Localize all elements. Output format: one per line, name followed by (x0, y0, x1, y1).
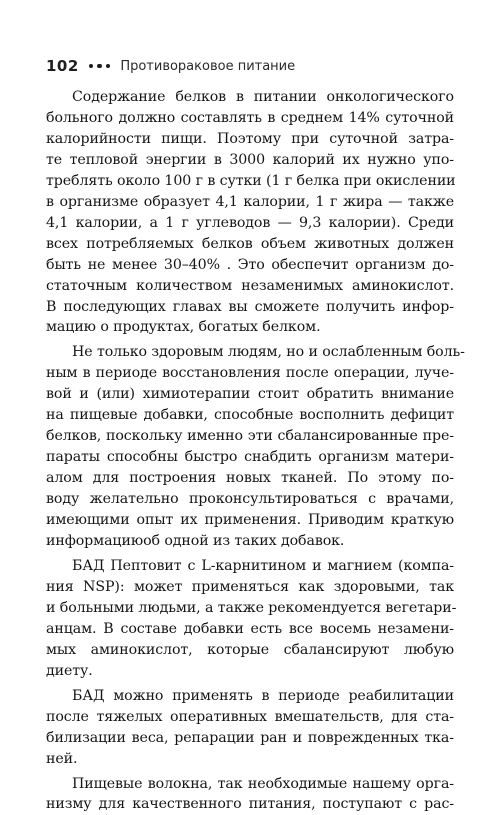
text-line: диету. (46, 661, 454, 682)
text-line: быть не менее 30–40% . Это обеспечит организм до- (46, 255, 454, 276)
page-number: 102 (46, 57, 79, 75)
text-line: мых аминокислот, которые сбалансируют любую (46, 640, 454, 661)
text-line: белков, поскольку именно эти сбалансированные пре- (46, 426, 454, 447)
text-line: Пищевые волокна, так необходимые нашему орга- (46, 774, 454, 795)
text-line: на пищевые добавки, способные восполнить дефицит (46, 405, 454, 426)
text-line: Не только здоровым людям, но и ослабленным боль- (46, 342, 454, 363)
text-line: ния NSP): может применяться как здоровыми, так (46, 577, 454, 598)
text-line: вой и (или) химиотерапии стоит обратить внимание (46, 384, 454, 405)
text-line: билизации веса, репарации ран и поврежденных тка- (46, 728, 454, 749)
text-line: треблять около 100 г в сутки (1 г белка при окислении (46, 171, 454, 192)
text-line: больного должно составлять в среднем 14% суточной (46, 108, 454, 129)
text-line: 4,1 калории, а 1 г углеводов — 9,3 калории). Среди (46, 213, 454, 234)
text-line: воду желательно проконсультироваться с врачами, (46, 489, 454, 510)
text-line: алом для построения новых тканей. По этому по- (46, 468, 454, 489)
paragraph (46, 686, 454, 770)
body-text (46, 87, 454, 815)
text-line: калорийности пищи. Поэтому при суточной затра- (46, 129, 454, 150)
text-line: те тепловой энергии в 3000 калорий их нужно упо- (46, 150, 454, 171)
text-line: статочным количеством незаменимых аминокислот. (46, 276, 454, 297)
text-line: информациюоб одной из таких добавок. (46, 531, 454, 552)
text-line: ней. (46, 749, 454, 770)
text-line: в организме образует 4,1 калории, 1 г жира — также (46, 192, 454, 213)
text-line: В последующих главах вы сможете получить инфор- (46, 297, 454, 318)
text-line: ным в периоде восстановления после операции, луче- (46, 363, 454, 384)
text-line: БАД Пептовит с L-карнитином и магнием (компа- (46, 556, 454, 577)
text-line: и больными людьми, а также рекомендуется вегетари- (46, 598, 454, 619)
paragraph (46, 556, 454, 682)
text-line: анцам. В составе добавки есть все восемь незамени- (46, 619, 454, 640)
text-line: всех потребляемых белков объем животных должен (46, 234, 454, 255)
paragraph (46, 774, 454, 815)
text-line: низму для качественного питания, поступают с рас- (46, 794, 454, 815)
paragraph (46, 342, 454, 552)
text-line: после тяжелых оперативных вмешательств, для ста- (46, 707, 454, 728)
text-line: БАД можно применять в периоде реабилитации (46, 686, 454, 707)
paragraph (46, 87, 454, 338)
section-title: Противораковое питание (120, 59, 295, 74)
text-line: параты способны быстро снабдить организм матери- (46, 447, 454, 468)
text-line: Содержание белков в питании онкологического (46, 87, 454, 108)
separator-dots-icon (89, 64, 111, 69)
text-line: мацию о продуктах, богатых белком. (46, 317, 454, 338)
text-line: имеющими опыт их применения. Приводим краткую (46, 510, 454, 531)
running-head (46, 55, 295, 77)
